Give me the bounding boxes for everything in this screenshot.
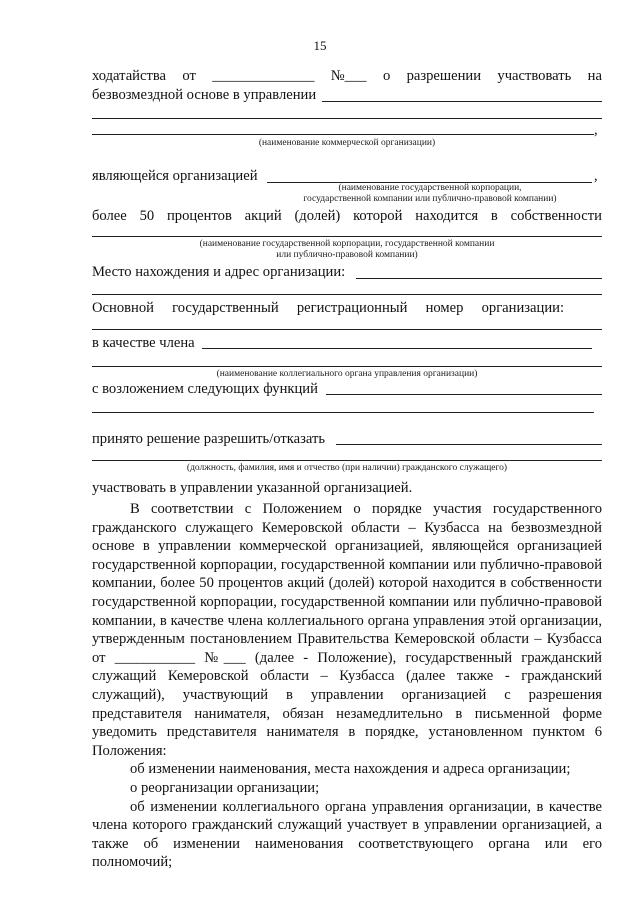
list-item: об изменении коллегиального органа управления организации, в качестве члена которого гражданский служащий участвует в управлении организацией, а также об изменении наименования соответствующего органа или его полномочий; [92,798,602,871]
word: участвовать [497,68,572,84]
decision-line [92,430,602,448]
member-label: в качестве члена [92,335,195,351]
word: более [92,208,127,224]
list-item: о реорганизации организации; [130,779,320,796]
location-label: Место нахождения и адрес организации: [92,264,346,280]
participate-text: участвовать в управлении указанной организацией. [92,480,413,496]
caption-official: (должность, фамилия, имя и отчество (при наличии) гражданского служащего) [186,463,508,473]
functions-field-2[interactable] [92,412,594,413]
caption-owner-2: или публично-правовой компании) [276,250,418,260]
word: (долей) [294,208,341,224]
organization-name-field-3[interactable] [92,134,594,135]
participate-line [92,479,602,497]
word: процентов [166,208,232,224]
word: ходатайства [92,68,167,84]
body-text [92,500,602,872]
word: организации: [481,300,564,316]
member-body-field[interactable] [202,348,592,349]
caption-collegial-body: (наименование коллегиального органа управления организации) [216,369,478,379]
functions-line [92,380,602,398]
word: о [382,68,391,84]
member-body-field-2[interactable] [92,366,602,367]
number-blank[interactable]: №___ [330,68,367,84]
word: 50 [139,208,155,224]
word: от [182,68,196,84]
ogrn-field[interactable] [92,329,602,330]
decision-label: принято решение разрешить/отказать [92,431,325,447]
word: государственный [172,300,279,316]
shares-line [92,207,602,225]
word: находится [415,208,479,224]
owner-field[interactable] [92,236,602,237]
word: разрешении [406,68,482,84]
caption-commercial-org: (наименование коммерческой организации) [258,138,436,148]
petition-line [92,67,602,85]
functions-label: с возложением следующих функций [92,381,318,397]
comma: , [594,122,598,138]
official-field[interactable] [92,460,602,461]
word: номер [425,300,464,316]
organization-name-field[interactable] [322,101,602,102]
state-corp-label: являющейся организацией [92,168,258,184]
location-field[interactable] [356,278,602,279]
caption-state-corp-2: государственной компании или публично-правовой компании) [303,194,557,204]
word: акций [244,208,282,224]
caption-owner-1: (наименование государственной корпорации, государственной компании [199,239,495,249]
word: собственности [510,208,602,224]
main-paragraph: В соответствии с Положением о порядке участия государственного гражданского служащего Кемеровской области – Кузбасса на безвозмездной основе в управлении коммерческой организацией, являющейся организацией государственной корпорации, государственной компании или публично-правовой компании, более 50 процентов акций (долей) которой находится в собственности государственной корпорации, государственной компании или публично-правовой компании, в качестве члена коллегиального органа управления этой организации, утвержденным постановлением Правительства Кемеровской области – Кузбасса от ___________ №___ (далее - Положение), государственный гражданский служащий Кемеровской области – Кузбасса (далее также - гражданский служащий), участвующий в управлении организацией с разрешения представителя нанимателя, обязан незамедлительно в письменной форме уведомить представителя нанимателя в порядке, установленном пунктом 6 Положения: [92,501,602,759]
functions-field[interactable] [326,394,602,395]
word: в [490,208,498,224]
management-label: безвозмездной основе в управлении [92,87,317,103]
decision-field[interactable] [336,444,602,445]
date-blank[interactable]: ______________ [212,68,315,84]
list-item: об изменении наименования, места нахождения и адреса организации; [130,761,571,778]
comma: , [594,168,598,184]
organization-name-field-2[interactable] [92,118,602,119]
word: Основной [92,300,154,316]
ogrn-line [92,299,564,317]
word: на [587,68,602,84]
page-number: 15 [313,38,327,53]
word: регистрационный [296,300,408,316]
caption-state-corp-1: (наименование государственной корпорации, [338,183,522,193]
word: которой [353,208,403,224]
member-line [92,334,602,352]
location-field-2[interactable] [92,294,602,295]
